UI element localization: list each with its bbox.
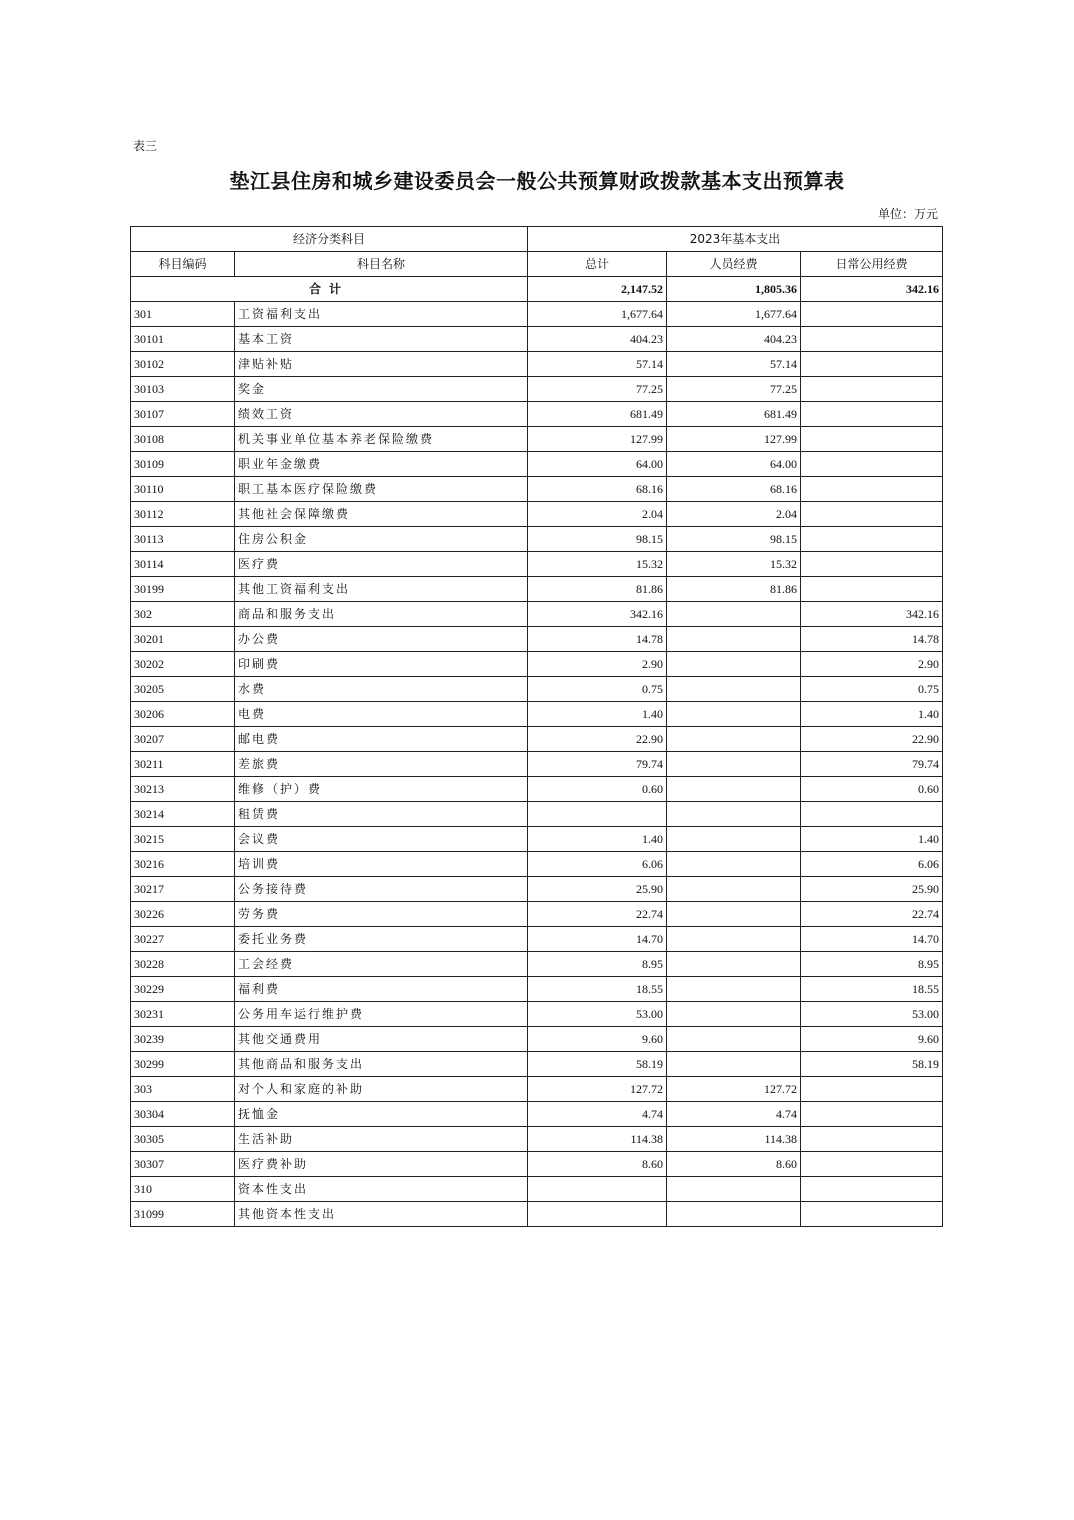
row-code: 30305 bbox=[131, 1127, 235, 1152]
row-code: 30107 bbox=[131, 402, 235, 427]
table-row bbox=[131, 802, 943, 827]
row-name: 差旅费 bbox=[235, 752, 528, 777]
row-code: 30229 bbox=[131, 977, 235, 1002]
row-public: 0.60 bbox=[801, 777, 943, 802]
group-header-row bbox=[131, 227, 943, 252]
row-public: 22.90 bbox=[801, 727, 943, 752]
table-row bbox=[131, 1152, 943, 1177]
table-row bbox=[131, 952, 943, 977]
total-personnel: 1,805.36 bbox=[667, 277, 801, 302]
row-total: 2.90 bbox=[528, 652, 667, 677]
table-row bbox=[131, 352, 943, 377]
row-code: 302 bbox=[131, 602, 235, 627]
row-personnel bbox=[667, 727, 801, 752]
row-name: 绩效工资 bbox=[235, 402, 528, 427]
row-name: 奖金 bbox=[235, 377, 528, 402]
row-code: 30217 bbox=[131, 877, 235, 902]
row-public bbox=[801, 577, 943, 602]
table-row bbox=[131, 1177, 943, 1202]
column-header-code: 科目编码 bbox=[131, 252, 235, 277]
row-public bbox=[801, 427, 943, 452]
row-name: 住房公积金 bbox=[235, 527, 528, 552]
table-row bbox=[131, 527, 943, 552]
row-total: 4.74 bbox=[528, 1102, 667, 1127]
row-code: 30109 bbox=[131, 452, 235, 477]
total-public: 342.16 bbox=[801, 277, 943, 302]
table-label: 表三 bbox=[133, 139, 158, 153]
row-name: 基本工资 bbox=[235, 327, 528, 352]
row-name: 培训费 bbox=[235, 852, 528, 877]
row-code: 30214 bbox=[131, 802, 235, 827]
row-total: 22.90 bbox=[528, 727, 667, 752]
row-code: 310 bbox=[131, 1177, 235, 1202]
row-public: 14.70 bbox=[801, 927, 943, 952]
budget-table bbox=[130, 226, 943, 1227]
row-public: 8.95 bbox=[801, 952, 943, 977]
row-name: 其他资本性支出 bbox=[235, 1202, 528, 1227]
row-personnel bbox=[667, 1202, 801, 1227]
row-code: 30113 bbox=[131, 527, 235, 552]
row-total: 18.55 bbox=[528, 977, 667, 1002]
table-row bbox=[131, 752, 943, 777]
row-total: 127.99 bbox=[528, 427, 667, 452]
row-public: 53.00 bbox=[801, 1002, 943, 1027]
row-name: 医疗费 bbox=[235, 552, 528, 577]
row-total: 15.32 bbox=[528, 552, 667, 577]
row-personnel: 15.32 bbox=[667, 552, 801, 577]
row-code: 301 bbox=[131, 302, 235, 327]
row-personnel bbox=[667, 927, 801, 952]
table-row bbox=[131, 502, 943, 527]
table-row bbox=[131, 877, 943, 902]
classification-header: 经济分类科目 bbox=[131, 227, 528, 252]
table-row bbox=[131, 602, 943, 627]
row-total: 14.70 bbox=[528, 927, 667, 952]
page-title: 垫江县住房和城乡建设委员会一般公共预算财政拨款基本支出预算表 bbox=[229, 169, 845, 193]
row-name: 公务接待费 bbox=[235, 877, 528, 902]
table-row bbox=[131, 402, 943, 427]
row-name: 医疗费补助 bbox=[235, 1152, 528, 1177]
table-row bbox=[131, 777, 943, 802]
row-code: 30231 bbox=[131, 1002, 235, 1027]
row-code: 303 bbox=[131, 1077, 235, 1102]
row-total: 9.60 bbox=[528, 1027, 667, 1052]
table-row bbox=[131, 477, 943, 502]
row-public: 342.16 bbox=[801, 602, 943, 627]
table-row bbox=[131, 702, 943, 727]
row-total: 1,677.64 bbox=[528, 302, 667, 327]
row-personnel bbox=[667, 977, 801, 1002]
row-total bbox=[528, 1177, 667, 1202]
table-row bbox=[131, 627, 943, 652]
row-total: 681.49 bbox=[528, 402, 667, 427]
row-code: 30213 bbox=[131, 777, 235, 802]
table-row bbox=[131, 1052, 943, 1077]
row-code: 30199 bbox=[131, 577, 235, 602]
row-code: 30101 bbox=[131, 327, 235, 352]
row-total bbox=[528, 802, 667, 827]
table-row bbox=[131, 727, 943, 752]
row-code: 30239 bbox=[131, 1027, 235, 1052]
row-code: 30216 bbox=[131, 852, 235, 877]
row-total: 127.72 bbox=[528, 1077, 667, 1102]
row-personnel: 8.60 bbox=[667, 1152, 801, 1177]
row-code: 30112 bbox=[131, 502, 235, 527]
unit-note: 单位：万元 bbox=[877, 207, 938, 221]
row-name: 福利费 bbox=[235, 977, 528, 1002]
table-row bbox=[131, 377, 943, 402]
row-personnel: 1,677.64 bbox=[667, 302, 801, 327]
row-personnel bbox=[667, 1027, 801, 1052]
row-code: 30206 bbox=[131, 702, 235, 727]
row-personnel bbox=[667, 777, 801, 802]
row-personnel bbox=[667, 677, 801, 702]
row-code: 30205 bbox=[131, 677, 235, 702]
row-personnel: 2.04 bbox=[667, 502, 801, 527]
row-personnel: 681.49 bbox=[667, 402, 801, 427]
row-total bbox=[528, 1202, 667, 1227]
table-row bbox=[131, 852, 943, 877]
row-personnel: 98.15 bbox=[667, 527, 801, 552]
row-public bbox=[801, 552, 943, 577]
table-row bbox=[131, 977, 943, 1002]
row-name: 其他商品和服务支出 bbox=[235, 1052, 528, 1077]
row-name: 其他工资福利支出 bbox=[235, 577, 528, 602]
row-public bbox=[801, 1102, 943, 1127]
row-public bbox=[801, 1077, 943, 1102]
row-public: 18.55 bbox=[801, 977, 943, 1002]
row-total: 14.78 bbox=[528, 627, 667, 652]
row-code: 30110 bbox=[131, 477, 235, 502]
row-personnel bbox=[667, 1052, 801, 1077]
table-row bbox=[131, 827, 943, 852]
row-name: 对个人和家庭的补助 bbox=[235, 1077, 528, 1102]
column-header-name: 科目名称 bbox=[235, 252, 528, 277]
row-public: 9.60 bbox=[801, 1027, 943, 1052]
row-total: 0.60 bbox=[528, 777, 667, 802]
column-header-row bbox=[131, 252, 943, 277]
row-name: 津贴补贴 bbox=[235, 352, 528, 377]
row-name: 资本性支出 bbox=[235, 1177, 528, 1202]
row-total: 6.06 bbox=[528, 852, 667, 877]
row-name: 会议费 bbox=[235, 827, 528, 852]
row-personnel: 57.14 bbox=[667, 352, 801, 377]
row-personnel bbox=[667, 702, 801, 727]
row-total: 79.74 bbox=[528, 752, 667, 777]
row-public: 0.75 bbox=[801, 677, 943, 702]
row-public bbox=[801, 452, 943, 477]
row-code: 30215 bbox=[131, 827, 235, 852]
row-total: 0.75 bbox=[528, 677, 667, 702]
row-total: 1.40 bbox=[528, 827, 667, 852]
row-public bbox=[801, 1152, 943, 1177]
row-personnel bbox=[667, 802, 801, 827]
row-personnel: 4.74 bbox=[667, 1102, 801, 1127]
row-personnel bbox=[667, 627, 801, 652]
row-name: 职工基本医疗保险缴费 bbox=[235, 477, 528, 502]
column-header-personnel: 人员经费 bbox=[667, 252, 801, 277]
row-personnel: 114.38 bbox=[667, 1127, 801, 1152]
row-total: 53.00 bbox=[528, 1002, 667, 1027]
row-name: 维修（护）费 bbox=[235, 777, 528, 802]
row-name: 抚恤金 bbox=[235, 1102, 528, 1127]
table-row bbox=[131, 927, 943, 952]
row-total: 114.38 bbox=[528, 1127, 667, 1152]
row-name: 办公费 bbox=[235, 627, 528, 652]
row-personnel: 68.16 bbox=[667, 477, 801, 502]
total-row bbox=[131, 277, 943, 302]
row-public: 25.90 bbox=[801, 877, 943, 902]
row-name: 印刷费 bbox=[235, 652, 528, 677]
row-public bbox=[801, 402, 943, 427]
row-personnel: 127.72 bbox=[667, 1077, 801, 1102]
row-name: 电费 bbox=[235, 702, 528, 727]
row-name: 委托业务费 bbox=[235, 927, 528, 952]
row-public bbox=[801, 802, 943, 827]
row-code: 30228 bbox=[131, 952, 235, 977]
row-personnel bbox=[667, 752, 801, 777]
table-row bbox=[131, 1027, 943, 1052]
row-name: 邮电费 bbox=[235, 727, 528, 752]
total-amount: 2,147.52 bbox=[528, 277, 667, 302]
row-public bbox=[801, 477, 943, 502]
table-row bbox=[131, 1102, 943, 1127]
table-row bbox=[131, 1002, 943, 1027]
row-name: 公务用车运行维护费 bbox=[235, 1002, 528, 1027]
row-code: 30202 bbox=[131, 652, 235, 677]
row-name: 租赁费 bbox=[235, 802, 528, 827]
table-row bbox=[131, 327, 943, 352]
table-row bbox=[131, 552, 943, 577]
row-public: 1.40 bbox=[801, 702, 943, 727]
row-name: 工会经费 bbox=[235, 952, 528, 977]
row-code: 30102 bbox=[131, 352, 235, 377]
row-personnel bbox=[667, 827, 801, 852]
row-public bbox=[801, 302, 943, 327]
column-header-total: 总计 bbox=[528, 252, 667, 277]
row-total: 1.40 bbox=[528, 702, 667, 727]
row-personnel bbox=[667, 952, 801, 977]
row-total: 2.04 bbox=[528, 502, 667, 527]
row-public: 22.74 bbox=[801, 902, 943, 927]
row-code: 30201 bbox=[131, 627, 235, 652]
row-total: 22.74 bbox=[528, 902, 667, 927]
row-total: 58.19 bbox=[528, 1052, 667, 1077]
row-name: 其他交通费用 bbox=[235, 1027, 528, 1052]
table-row bbox=[131, 677, 943, 702]
row-total: 8.60 bbox=[528, 1152, 667, 1177]
total-label: 合计 bbox=[131, 277, 528, 302]
row-public: 58.19 bbox=[801, 1052, 943, 1077]
row-public: 14.78 bbox=[801, 627, 943, 652]
row-personnel: 64.00 bbox=[667, 452, 801, 477]
row-code: 30114 bbox=[131, 552, 235, 577]
table-row bbox=[131, 1202, 943, 1227]
row-personnel: 404.23 bbox=[667, 327, 801, 352]
row-total: 8.95 bbox=[528, 952, 667, 977]
row-total: 57.14 bbox=[528, 352, 667, 377]
row-name: 职业年金缴费 bbox=[235, 452, 528, 477]
row-personnel bbox=[667, 602, 801, 627]
row-personnel: 127.99 bbox=[667, 427, 801, 452]
table-row bbox=[131, 652, 943, 677]
row-public bbox=[801, 502, 943, 527]
row-public bbox=[801, 327, 943, 352]
budget-header: 2023年基本支出 bbox=[528, 227, 943, 252]
row-total: 77.25 bbox=[528, 377, 667, 402]
row-code: 30307 bbox=[131, 1152, 235, 1177]
row-code: 30227 bbox=[131, 927, 235, 952]
row-personnel bbox=[667, 902, 801, 927]
row-name: 劳务费 bbox=[235, 902, 528, 927]
row-personnel bbox=[667, 1177, 801, 1202]
table-row bbox=[131, 302, 943, 327]
row-code: 30304 bbox=[131, 1102, 235, 1127]
row-personnel bbox=[667, 1002, 801, 1027]
row-total: 68.16 bbox=[528, 477, 667, 502]
row-total: 342.16 bbox=[528, 602, 667, 627]
row-personnel bbox=[667, 852, 801, 877]
row-public: 1.40 bbox=[801, 827, 943, 852]
row-personnel: 77.25 bbox=[667, 377, 801, 402]
row-public: 2.90 bbox=[801, 652, 943, 677]
row-public bbox=[801, 1202, 943, 1227]
table-row bbox=[131, 1127, 943, 1152]
row-code: 30108 bbox=[131, 427, 235, 452]
row-total: 81.86 bbox=[528, 577, 667, 602]
row-code: 30207 bbox=[131, 727, 235, 752]
row-name: 水费 bbox=[235, 677, 528, 702]
row-personnel: 81.86 bbox=[667, 577, 801, 602]
row-personnel bbox=[667, 877, 801, 902]
row-code: 30103 bbox=[131, 377, 235, 402]
row-public: 6.06 bbox=[801, 852, 943, 877]
row-name: 工资福利支出 bbox=[235, 302, 528, 327]
row-total: 64.00 bbox=[528, 452, 667, 477]
row-public bbox=[801, 1127, 943, 1152]
row-public bbox=[801, 1177, 943, 1202]
row-name: 生活补助 bbox=[235, 1127, 528, 1152]
row-code: 30211 bbox=[131, 752, 235, 777]
row-code: 30226 bbox=[131, 902, 235, 927]
row-name: 其他社会保障缴费 bbox=[235, 502, 528, 527]
row-public bbox=[801, 352, 943, 377]
table-row bbox=[131, 427, 943, 452]
table-row bbox=[131, 577, 943, 602]
table-row bbox=[131, 1077, 943, 1102]
column-header-public: 日常公用经费 bbox=[801, 252, 943, 277]
row-personnel bbox=[667, 652, 801, 677]
row-code: 31099 bbox=[131, 1202, 235, 1227]
table-row bbox=[131, 452, 943, 477]
row-name: 商品和服务支出 bbox=[235, 602, 528, 627]
row-name: 机关事业单位基本养老保险缴费 bbox=[235, 427, 528, 452]
row-public: 79.74 bbox=[801, 752, 943, 777]
row-total: 98.15 bbox=[528, 527, 667, 552]
row-total: 25.90 bbox=[528, 877, 667, 902]
table-row bbox=[131, 902, 943, 927]
row-public bbox=[801, 377, 943, 402]
row-code: 30299 bbox=[131, 1052, 235, 1077]
row-total: 404.23 bbox=[528, 327, 667, 352]
row-public bbox=[801, 527, 943, 552]
